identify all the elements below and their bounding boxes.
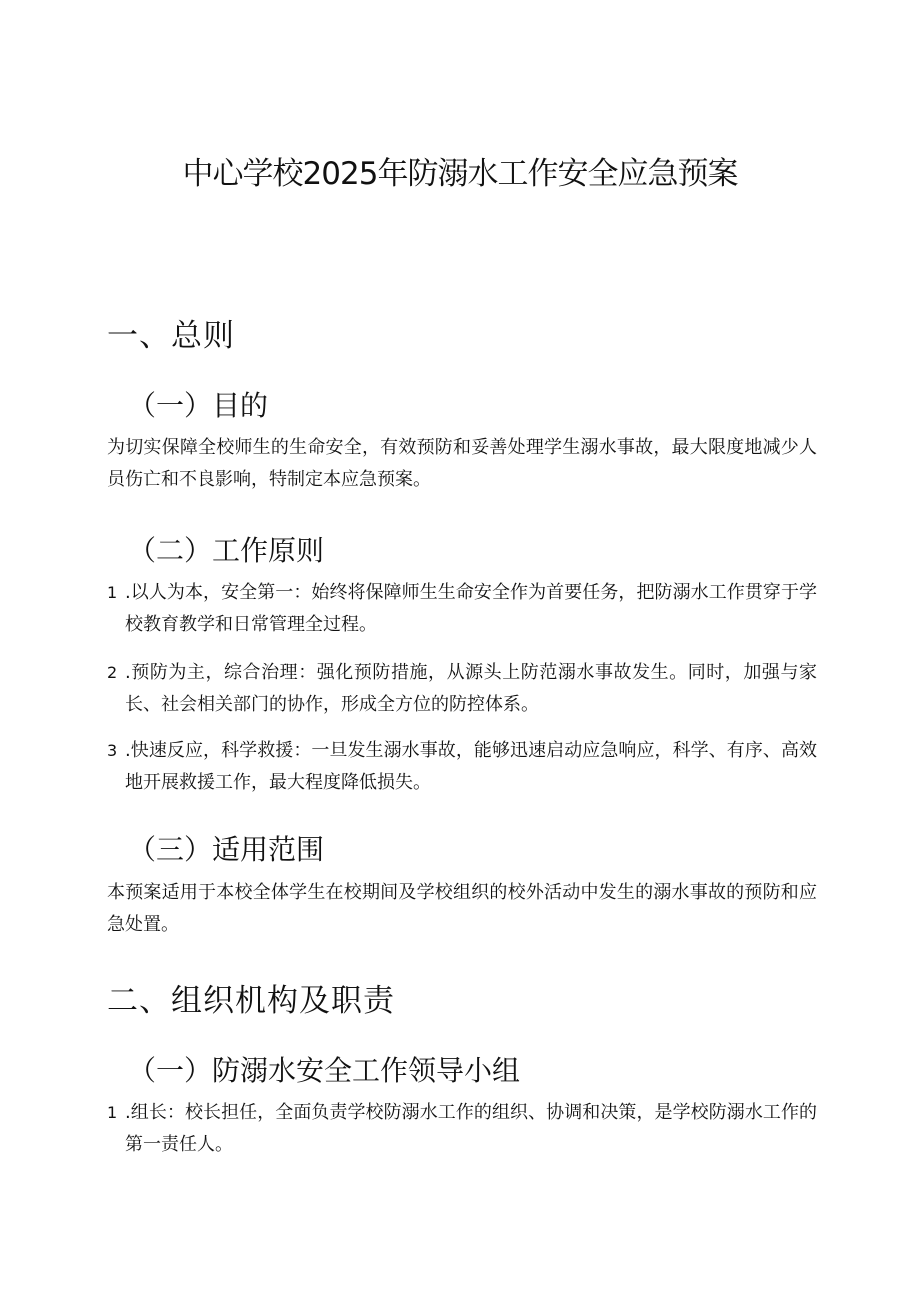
list-item [107, 657, 817, 721]
list-item-number: 1 [107, 1103, 118, 1122]
subsection-heading: （二）工作原则 [128, 534, 325, 567]
list-item [107, 577, 817, 641]
list-item-text: .预防为主，综合治理：强化预防措施，从源头上防范溺水事故发生。同时，加强与家长、社会相关部门的协作，形成全方位的防控体系。 [125, 662, 817, 715]
subsection-heading: （一）目的 [128, 389, 269, 422]
subsection-heading: （三）适用范围 [128, 833, 325, 866]
list-item [107, 1097, 817, 1161]
list-item-number: 3 [107, 741, 118, 760]
list-item-text: .组长：校长担任，全面负责学校防溺水工作的组织、协调和决策，是学校防溺水工作的第一责任人。 [125, 1102, 817, 1155]
list-item-text: .快速反应，科学救援：一旦发生溺水事故，能够迅速启动应急响应，科学、有序、高效地开展救援工作，最大程度降低损失。 [125, 740, 817, 793]
list-item-text: .以人为本，安全第一：始终将保障师生生命安全作为首要任务，把防溺水工作贯穿于学校教育教学和日常管理全过程。 [125, 582, 817, 635]
document-title: 中心学校2025年防溺水工作安全应急预案 [182, 156, 738, 192]
subsection-heading: （一）防溺水安全工作领导小组 [128, 1054, 521, 1087]
paragraph: 为切实保障全校师生的生命安全，有效预防和妥善处理学生溺水事故，最大限度地减少人员伤亡和不良影响，特制定本应急预案。 [107, 437, 817, 490]
section-heading: 一、总则 [107, 318, 235, 354]
list-item [107, 735, 817, 799]
list-item-number: 2 [107, 663, 118, 682]
paragraph: 本预案适用于本校全体学生在校期间及学校组织的校外活动中发生的溺水事故的预防和应急处置。 [107, 882, 817, 935]
list-item-number: 1 [107, 583, 118, 602]
section-heading: 二、组织机构及职责 [107, 983, 395, 1019]
